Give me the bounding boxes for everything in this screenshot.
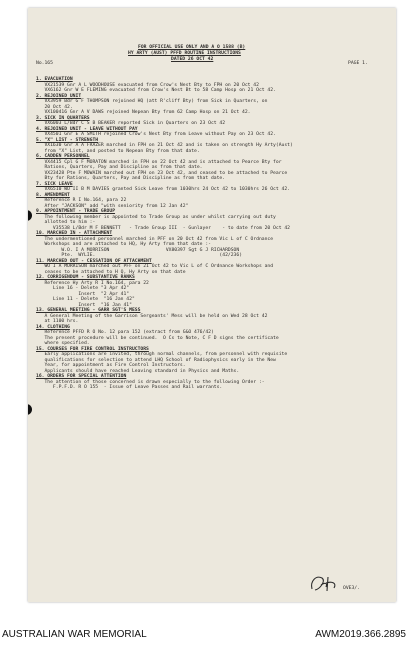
instruction-line: Year, for appointment as Fire Control Instructors. <box>36 363 186 368</box>
archive-footer <box>0 611 408 653</box>
instruction-line: 1. EVACUATION <box>36 77 73 82</box>
instruction-line: Reference R I No.164, para 22 <box>36 198 127 203</box>
instruction-line: VX6510 WO II B M DAVIES granted Sick Leave from 1030hrs 24 Oct 42 to 1030hrs 26 Oct 42. <box>36 187 290 192</box>
punch-hole-top <box>28 210 32 221</box>
instruction-line: WO I A MORRISON marched out PFF on 21 Oct 42 to Vic L of C Ordnance Workshops and <box>36 264 274 269</box>
handwritten-signature <box>306 573 346 595</box>
archive-reference: AWM2019.366.2895 <box>315 629 406 640</box>
instruction-line: 8. AMENDMENT <box>36 192 70 198</box>
instruction-line: Bty for Rations, Quarters, Pay and Discipline as from that date. <box>36 176 226 181</box>
instruction-line: 6. CADDEN PERSONNEL <box>36 154 90 159</box>
instruction-line: 7. SICK LEAVE <box>36 181 73 187</box>
archive-name: AUSTRALIAN WAR MEMORIAL <box>2 629 147 640</box>
instruction-line: 13. GENERAL MEETING - GARR SGT'S MESS <box>36 308 141 313</box>
instruction-line: 9. APPOINTMENT - TRADE GROUP <box>36 209 116 214</box>
instruction-line: VX4501 Gnr E A SMITH rejoined Crow's Nest Bty from Leave without Pay on 23 Oct 42. <box>36 132 276 137</box>
document-title: HY ARTY (AUST) PFFD ROUTINE INSTRUCTIONS <box>128 51 241 56</box>
instruction-line: 15. COURSES FOR FIRE CONTROL INSTRUCTORS <box>36 346 149 352</box>
instruction-line: where specified. <box>36 341 90 346</box>
instruction-line: Reference PFFD R O No. 12 para 152 (extract from G&O 476/42) <box>36 330 214 335</box>
instruction-line: VX23428 Pte F MOWAIN marched out FPH on 23 Oct 42, and ceased to be attached to Pearce <box>36 170 288 176</box>
instruction-line: 2. REJOINED UNIT <box>36 93 82 99</box>
instruction-line: Insert "16 Jan 41" <box>36 302 132 308</box>
punch-hole-bottom <box>28 404 32 415</box>
instruction-line: VX1630 Gnr A A FRAZER marched in FPH on 21 Oct 42 and is taken on strength Hy Arty(Aust) <box>36 143 293 148</box>
instruction-line: Rations, Quarters, Pay and Discipline as from that date. <box>36 165 203 170</box>
instruction-line: Reference Hy Arty R I No.164, para 22 <box>36 280 149 286</box>
instruction-line: V35538 L/Bdr M F BENNETT - Trade Group III - Gunlayer - to date from 20 Oct 42 <box>36 225 290 231</box>
instruction-line: After "JACKSON" add "with seniority from 12 Jan 42" <box>36 203 189 209</box>
instruction-line: VX4415 Cpl G F MORATON marched in FPH on 22 Oct 42 and is attached to Pearce Bty for <box>36 159 282 165</box>
instruction-line: Early applications are invited, through normal channels, from personnel with requisite <box>36 352 288 357</box>
instruction-line: VX6003 L/Bdr C S B BEAKER reported Sick in Quarters on 23 Oct 42 <box>36 121 226 126</box>
instruction-line: The undermentioned personnel marched in PFF on 20 Oct 42 from Vic L of C Ordnance <box>36 236 274 242</box>
instruction-line: VX100416 Gnr A V DAWS rejoined Nepean Bty from 62 Camp Hosp on 21 Oct 42. <box>36 110 251 115</box>
instruction-line: 16. ORDERS FOR SPECIAL ATTENTION <box>36 374 127 379</box>
instruction-line: The present procedure will be continued. O Cs to Note, C F D signs the certificate <box>36 335 279 341</box>
instruction-line: 14. CLOTHING <box>36 324 70 330</box>
instruction-line: qualifications for selection to attend LHQ School of Radiophysics early in the New <box>36 357 276 363</box>
instruction-number: No.165 <box>36 61 53 66</box>
instruction-line: The following member is appointed to Trade Group as under whilst carrying out duty <box>36 214 276 220</box>
instruction-line: Pte. WYLIE. (42/236) <box>36 253 243 258</box>
instruction-line: 12. CORRIGENDUM - SUBSTANTIVE RANKS <box>36 275 135 280</box>
instruction-line: W.O. I A MORRISON VX80397 Sgt G J RICHARDSON <box>36 247 240 253</box>
instruction-line: Line 11 - Delete "16 Jan 42" <box>36 297 135 302</box>
signature-reference: OVE3/. <box>343 586 360 591</box>
instruction-line: 5. "X" LIST - STRENGTH <box>36 137 99 143</box>
instruction-line: Insert "2 Apr 41" <box>36 291 130 297</box>
document-date: DATED 26 OCT 42 <box>171 57 214 62</box>
instruction-line: at 1100 hrs. <box>36 319 79 324</box>
instruction-line: from "X" List, and posted to Nepean Bty from that date. <box>36 148 200 154</box>
instruction-line: Line 16 - Delete "3 Apr 42" <box>36 286 130 291</box>
instruction-line: A General Meeting of the Garrison Sergeants' Mess will be held on Wed 28 Oct 42 <box>36 313 268 319</box>
instruction-line: The attention of those concerned is drawn especially to the following Order :- <box>36 379 265 385</box>
instruction-line: VX6162 Gnr W E FLEMING evacuated from Crow's Nest Bt to 58 Camp Hosp on 21 Oct 42. <box>36 88 276 93</box>
instruction-line: 10. MARCHED IN - ATTACHMENT <box>36 231 113 236</box>
instruction-line: 4. REJOINED UNIT - LEAVE WITHOUT PAY <box>36 126 138 132</box>
instruction-line: Workshops and are attached to HQ, Hy Arty from that date :- <box>36 242 211 247</box>
page-number: PAGE 1. <box>348 61 368 66</box>
instruction-line: 20 Oct 42. <box>36 104 73 110</box>
instruction-line: allotted to him :- <box>36 220 96 225</box>
document-page <box>28 8 396 602</box>
instruction-line: ceases to be attached to H Q, Hy Arty on that date <box>36 269 186 275</box>
instruction-line: VX21539 Gnr A L WOODHOUSE evacuated from Crow's Nest Bty to FPH on 20 Oct 42 <box>36 82 259 88</box>
instruction-line: 11. MARCHED OUT - CESSATION OF ATTACHMENT <box>36 258 152 264</box>
instruction-line: VX3959 Bdr G F THOMPSON rejoined HQ (att R'cliff Bty) from Sick in Quarters, on <box>36 99 268 104</box>
instruction-line: 3. SICK IN QUARTERS <box>36 115 90 121</box>
instruction-line: F.P.F.D. R O 155 - Issue of Leave Passes and Rail warrants. <box>36 385 223 390</box>
classification-line: FOR OFFICIAL USE ONLY AND A O 1588 (B) <box>138 45 246 50</box>
instruction-line: Applicants should have reached Leaving standard in Physics and Maths. <box>36 368 240 374</box>
